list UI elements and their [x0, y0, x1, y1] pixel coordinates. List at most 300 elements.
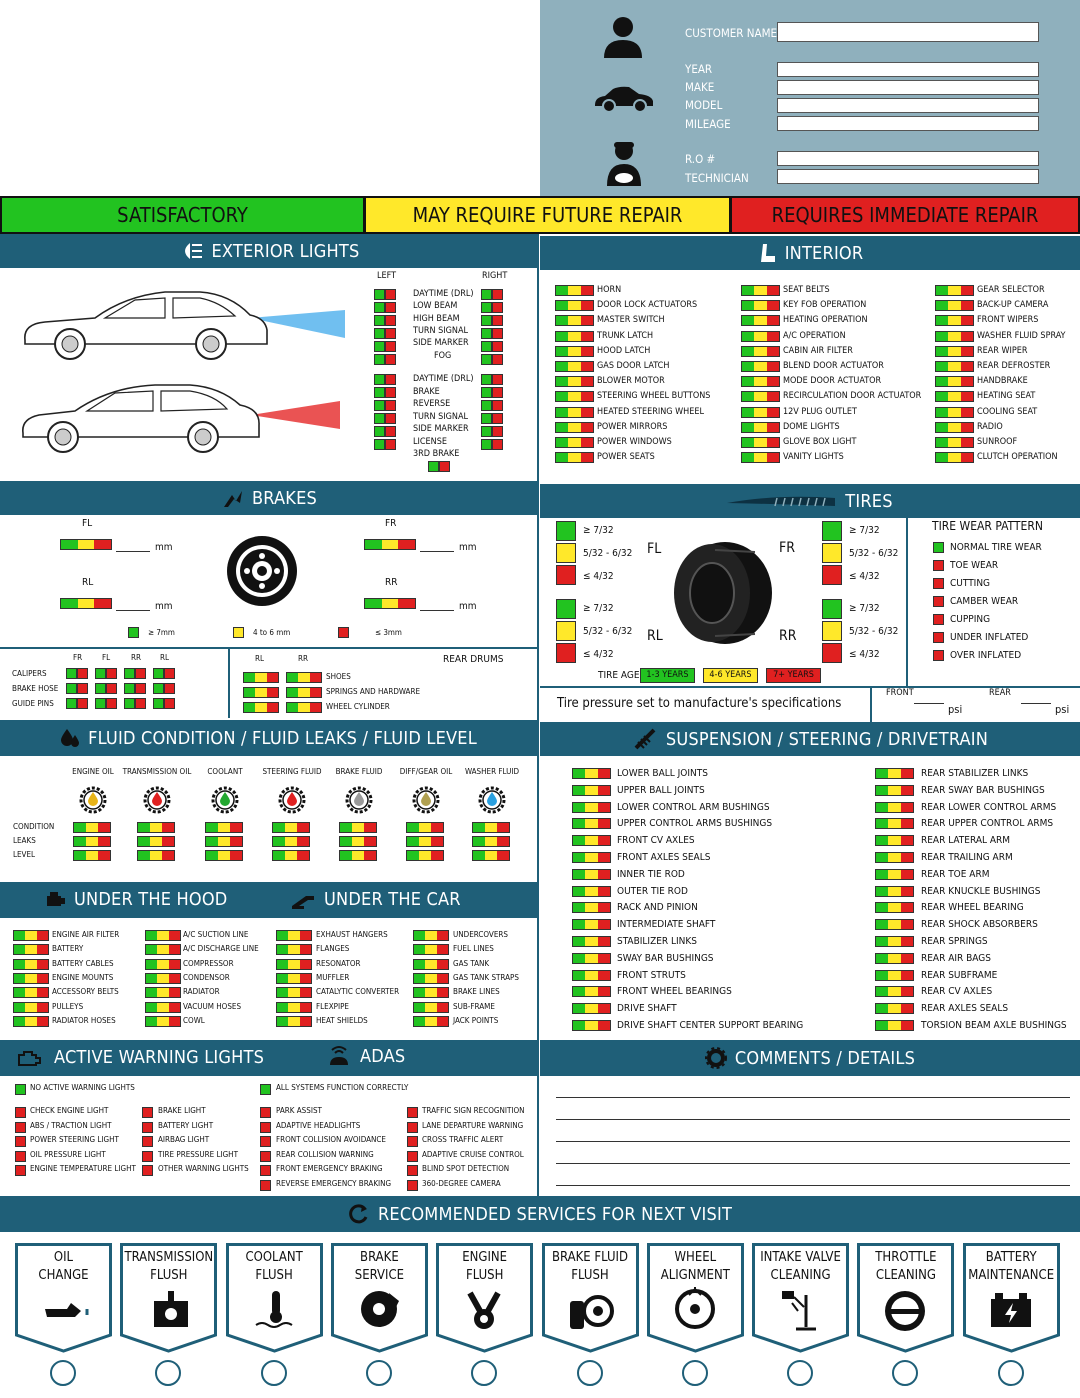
- interior-item-label: HOOD LATCH: [597, 345, 651, 356]
- adas-title: ADAS: [360, 1045, 406, 1067]
- adas-ok-checkbox[interactable]: [260, 1084, 271, 1095]
- seat-icon: [757, 242, 777, 264]
- adas-icon: [326, 1045, 352, 1067]
- interior-rating[interactable]: [555, 452, 594, 463]
- service-title: [963, 1249, 1060, 1285]
- interior-rating[interactable]: [555, 376, 594, 387]
- fluid-drop-icon: [278, 786, 306, 814]
- tire-rl-yellow-box[interactable]: [556, 621, 576, 641]
- fluid-drop-icon: [79, 786, 107, 814]
- legend-green-label: ≥ 7mm: [148, 628, 175, 637]
- suspension-rating[interactable]: [875, 802, 914, 813]
- interior-rating[interactable]: [935, 376, 974, 387]
- hood-rating[interactable]: [13, 1016, 49, 1027]
- legend-red[interactable]: [338, 627, 349, 638]
- interior-rating[interactable]: [741, 346, 780, 357]
- comment-line-5[interactable]: [556, 1185, 1070, 1186]
- interior-rating[interactable]: [555, 346, 594, 357]
- service-card[interactable]: [436, 1243, 533, 1353]
- ro-field[interactable]: [777, 151, 1039, 166]
- interior-rating[interactable]: [935, 300, 974, 311]
- interior-rating[interactable]: [935, 407, 974, 418]
- make-field[interactable]: [777, 80, 1039, 95]
- brake-item-check[interactable]: [153, 698, 175, 709]
- front-light-label: HIGH BEAM: [413, 313, 460, 324]
- tire-wear-pattern-title: TIRE WEAR PATTERN: [932, 519, 1043, 533]
- service-card[interactable]: [226, 1243, 323, 1353]
- car-rear-illustration: [15, 375, 350, 459]
- interior-rating[interactable]: [741, 331, 780, 342]
- tire-tread-red-label: ≤ 4/32: [583, 571, 614, 582]
- interior-rating[interactable]: [935, 422, 974, 433]
- fluid-rating[interactable]: [472, 850, 510, 861]
- warning-checkbox[interactable]: [15, 1165, 26, 1176]
- suspension-item-label: TORSION BEAM AXLE BUSHINGS: [921, 1020, 1067, 1031]
- interior-item-label: RADIO: [977, 421, 1003, 432]
- fluid-rating[interactable]: [73, 822, 111, 833]
- model-field[interactable]: [777, 98, 1039, 113]
- suspension-rating[interactable]: [875, 886, 914, 897]
- mileage-label: MILEAGE: [685, 117, 731, 131]
- technician-label: TECHNICIAN: [685, 171, 749, 185]
- service-select-circle[interactable]: [787, 1360, 813, 1386]
- service-card[interactable]: [120, 1243, 217, 1353]
- tire-fl-position: FL: [647, 541, 662, 557]
- front-psi-label: FRONT: [886, 688, 914, 698]
- suspension-item-label: REAR SWAY BAR BUSHINGS: [921, 784, 1045, 796]
- brake-item-check[interactable]: [124, 698, 146, 709]
- car-rating[interactable]: [413, 1016, 449, 1027]
- brake-rl-rating[interactable]: [60, 598, 112, 609]
- fluid-rating[interactable]: [339, 850, 377, 861]
- service-title-line1: BATTERY: [985, 1250, 1037, 1265]
- suspension-rating[interactable]: [875, 986, 914, 997]
- interior-rating[interactable]: [935, 437, 974, 448]
- fluid-rating[interactable]: [406, 850, 444, 861]
- suspension-item-label: LOWER CONTROL ARM BUSHINGS: [617, 801, 770, 813]
- brake-fr-label: FR: [385, 518, 397, 529]
- fluid-rating[interactable]: [205, 850, 243, 861]
- drum-rating-rr[interactable]: [286, 672, 322, 683]
- warning-checkbox[interactable]: [15, 1136, 26, 1147]
- service-select-circle[interactable]: [471, 1360, 497, 1386]
- warning-checkbox[interactable]: [15, 1151, 26, 1162]
- adas-checkbox[interactable]: [407, 1180, 418, 1191]
- year-field[interactable]: [777, 62, 1039, 77]
- fluid-rating[interactable]: [406, 822, 444, 833]
- suspension-rating[interactable]: [875, 953, 914, 964]
- brake-item-check[interactable]: [95, 698, 117, 709]
- fluid-rating[interactable]: [339, 836, 377, 847]
- wear-pattern-label: NORMAL TIRE WEAR: [950, 542, 1042, 553]
- brake-rl-label: RL: [82, 577, 94, 588]
- third-brake-checks[interactable]: [428, 461, 450, 472]
- fluid-name-label: WASHER FLUID: [464, 767, 520, 776]
- suspension-rating[interactable]: [572, 886, 611, 897]
- brakes-divider: [0, 647, 537, 649]
- wear-pattern-checkbox[interactable]: [933, 542, 944, 553]
- fluid-rating[interactable]: [137, 822, 175, 833]
- interior-rating[interactable]: [555, 361, 594, 372]
- tire-rr-red-box[interactable]: [822, 643, 842, 663]
- suspension-rating[interactable]: [572, 852, 611, 863]
- fluid-rating[interactable]: [205, 836, 243, 847]
- suspension-rating[interactable]: [572, 919, 611, 930]
- hood-rating[interactable]: [145, 959, 181, 970]
- section-header-brakes: [0, 481, 537, 515]
- service-card[interactable]: [963, 1243, 1060, 1353]
- warning-label: OIL PRESSURE LIGHT: [30, 1149, 106, 1159]
- suspension-rating[interactable]: [572, 835, 611, 846]
- interior-rating[interactable]: [741, 315, 780, 326]
- car-rating[interactable]: [413, 944, 449, 955]
- hood-rating[interactable]: [13, 944, 49, 955]
- adas-checkbox[interactable]: [260, 1107, 271, 1118]
- car-rating[interactable]: [413, 973, 449, 984]
- service-card[interactable]: [542, 1243, 639, 1353]
- legend-yellow[interactable]: [233, 627, 244, 638]
- fluid-rating[interactable]: [272, 836, 310, 847]
- brake-rotor-icon: [225, 534, 299, 612]
- interior-rating[interactable]: [741, 437, 780, 448]
- fluid-rating[interactable]: [73, 836, 111, 847]
- comment-line-2[interactable]: [556, 1119, 1070, 1120]
- suspension-item-label: REAR STABILIZER LINKS: [921, 768, 1029, 779]
- service-card[interactable]: [15, 1243, 112, 1353]
- service-select-circle[interactable]: [155, 1360, 181, 1386]
- brake-item-check[interactable]: [95, 668, 117, 679]
- car-rating[interactable]: [276, 1002, 312, 1013]
- brake-item-check[interactable]: [66, 698, 88, 709]
- tire-age-age2[interactable]: 4-6 YEARS: [703, 668, 758, 683]
- no-warning-checkbox[interactable]: [15, 1084, 26, 1095]
- adas-checkbox[interactable]: [407, 1136, 418, 1147]
- wear-pattern-checkbox[interactable]: [933, 632, 944, 643]
- interior-rating[interactable]: [741, 391, 780, 402]
- tire-rl-green-box[interactable]: [556, 599, 576, 619]
- suspension-rating[interactable]: [572, 768, 611, 779]
- tire-fr-red-box[interactable]: [822, 565, 842, 585]
- interior-item-label: VANITY LIGHTS: [783, 452, 844, 463]
- brake-fl-rating[interactable]: [60, 539, 112, 550]
- wear-pattern-checkbox[interactable]: [933, 578, 944, 589]
- fluid-row-label: CONDITION: [13, 822, 55, 831]
- comment-line-4[interactable]: [556, 1163, 1070, 1164]
- hood-rating[interactable]: [145, 930, 181, 941]
- legend-immediate-repair: REQUIRES IMMEDIATE REPAIR: [732, 198, 1078, 232]
- hood-rating[interactable]: [145, 944, 181, 955]
- fluid-rating[interactable]: [137, 850, 175, 861]
- suspension-rating[interactable]: [572, 936, 611, 947]
- section-header-exterior: [0, 234, 537, 268]
- service-card[interactable]: [857, 1243, 954, 1353]
- interior-rating[interactable]: [935, 315, 974, 326]
- interior-rating[interactable]: [741, 361, 780, 372]
- suspension-item-label: STABILIZER LINKS: [617, 936, 698, 947]
- wear-pattern-checkbox[interactable]: [933, 614, 944, 625]
- tire-rr-yellow-box[interactable]: [822, 621, 842, 641]
- suspension-rating[interactable]: [572, 1020, 611, 1031]
- fluid-rating[interactable]: [272, 822, 310, 833]
- wear-pattern-label: CUTTING: [950, 578, 991, 589]
- interior-item-label: SEAT BELTS: [783, 285, 830, 295]
- fluid-rating[interactable]: [472, 822, 510, 833]
- brake-fl-mm-field[interactable]: [116, 551, 150, 552]
- interior-rating[interactable]: [555, 331, 594, 342]
- interior-item-label: STEERING WHEEL BUTTONS: [597, 391, 711, 402]
- warning-checkbox[interactable]: [142, 1165, 153, 1176]
- brake-item-check[interactable]: [66, 683, 88, 694]
- suspension-rating[interactable]: [875, 835, 914, 846]
- suspension-item-label: REAR AXLES SEALS: [921, 1003, 1009, 1015]
- car-rating[interactable]: [276, 987, 312, 998]
- service-card[interactable]: [752, 1243, 849, 1353]
- comment-line-1[interactable]: [556, 1097, 1070, 1098]
- suspension-rating[interactable]: [572, 1003, 611, 1014]
- tire-age-age1[interactable]: 1-3 YEARS: [640, 668, 695, 683]
- interior-rating[interactable]: [935, 391, 974, 402]
- fluid-rating[interactable]: [205, 822, 243, 833]
- suspension-rating[interactable]: [875, 936, 914, 947]
- interior-item-label: MODE DOOR ACTUATOR: [783, 376, 882, 387]
- section-title: SUSPENSION / STEERING / DRIVETRAIN: [665, 728, 989, 750]
- drum-rating-rr[interactable]: [286, 702, 322, 713]
- service-select-circle[interactable]: [366, 1360, 392, 1386]
- fluid-rating[interactable]: [339, 822, 377, 833]
- adas-checkbox[interactable]: [260, 1180, 271, 1191]
- hood-rating[interactable]: [13, 987, 49, 998]
- brake-item-check[interactable]: [66, 668, 88, 679]
- car-rating[interactable]: [413, 959, 449, 970]
- brake-rl-mm-field[interactable]: [116, 610, 150, 611]
- technician-field[interactable]: [777, 169, 1039, 184]
- brake-rr-rating[interactable]: [364, 598, 416, 609]
- hood-rating[interactable]: [13, 973, 49, 984]
- suspension-rating[interactable]: [875, 970, 914, 981]
- car-item-label: RESONATOR: [316, 958, 361, 968]
- tire-fl-yellow-box[interactable]: [556, 543, 576, 563]
- right-front-light-checks[interactable]: [481, 289, 503, 365]
- wear-pattern-checkbox[interactable]: [933, 650, 944, 661]
- interior-rating[interactable]: [555, 422, 594, 433]
- fluid-name-label: ENGINE OIL: [72, 767, 114, 776]
- interior-item-label: KEY FOB OPERATION: [783, 300, 867, 311]
- interior-rating[interactable]: [555, 437, 594, 448]
- tire-rl-red-box[interactable]: [556, 643, 576, 663]
- hood-rating[interactable]: [13, 930, 49, 941]
- adas-checkbox[interactable]: [260, 1122, 271, 1133]
- interior-rating[interactable]: [741, 300, 780, 311]
- car-rating[interactable]: [413, 987, 449, 998]
- service-select-circle[interactable]: [261, 1360, 287, 1386]
- tire-rl-position: RL: [647, 628, 663, 644]
- interior-item-label: GEAR SELECTOR: [977, 285, 1045, 295]
- fluid-rating[interactable]: [406, 836, 444, 847]
- adas-checkbox[interactable]: [260, 1136, 271, 1147]
- service-title-line1: THROTTLE: [875, 1250, 937, 1265]
- fluid-rating[interactable]: [137, 836, 175, 847]
- suspension-rating[interactable]: [875, 852, 914, 863]
- warning-label: ABS / TRACTION LIGHT: [30, 1120, 112, 1130]
- drum-rating-rl[interactable]: [243, 687, 279, 698]
- mileage-field[interactable]: [777, 116, 1039, 131]
- warning-checkbox[interactable]: [142, 1107, 153, 1118]
- brake-item-check[interactable]: [124, 668, 146, 679]
- left-front-light-checks[interactable]: [374, 289, 396, 365]
- brake-rr-mm-field[interactable]: [420, 610, 454, 611]
- car-rating[interactable]: [276, 930, 312, 941]
- suspension-rating[interactable]: [572, 869, 611, 880]
- suspension-item-label: REAR AIR BAGS: [921, 952, 991, 964]
- service-select-circle[interactable]: [50, 1360, 76, 1386]
- brake-item-check[interactable]: [153, 668, 175, 679]
- suspension-rating[interactable]: [572, 818, 611, 829]
- adas-checkbox[interactable]: [260, 1165, 271, 1176]
- brake-item-check[interactable]: [95, 683, 117, 694]
- interior-rating[interactable]: [555, 407, 594, 418]
- suspension-rating[interactable]: [875, 768, 914, 779]
- brake-disc-icon: [353, 1287, 405, 1333]
- service-title-line2: FLUSH: [255, 1268, 293, 1283]
- suspension-rating[interactable]: [572, 785, 611, 796]
- brake-item-check[interactable]: [124, 683, 146, 694]
- right-rear-light-checks[interactable]: [481, 374, 503, 450]
- hood-rating[interactable]: [13, 1002, 49, 1013]
- warning-checkbox[interactable]: [15, 1107, 26, 1118]
- service-select-circle[interactable]: [577, 1360, 603, 1386]
- tire-age-age3[interactable]: 7+ YEARS: [766, 668, 821, 683]
- interior-rating[interactable]: [935, 331, 974, 342]
- service-title-line2: CLEANING: [875, 1268, 936, 1283]
- suspension-rating[interactable]: [875, 919, 914, 930]
- tire-fr-green-box[interactable]: [822, 521, 842, 541]
- car-icon: [593, 85, 655, 117]
- interior-rating[interactable]: [741, 285, 780, 296]
- warning-checkbox[interactable]: [15, 1122, 26, 1133]
- tire-fl-green-box[interactable]: [556, 521, 576, 541]
- interior-rating[interactable]: [741, 376, 780, 387]
- car-item-label: UNDERCOVERS: [453, 930, 508, 939]
- front-psi-field[interactable]: [914, 703, 944, 704]
- suspension-rating[interactable]: [572, 970, 611, 981]
- fluid-drop-icon: [143, 786, 171, 814]
- warning-checkbox[interactable]: [142, 1136, 153, 1147]
- interior-item-label: HANDBRAKE: [977, 376, 1028, 387]
- adas-checkbox[interactable]: [407, 1151, 418, 1162]
- interior-item-label: TRUNK LATCH: [597, 330, 654, 341]
- rear-drums-title: REAR DRUMS: [443, 654, 504, 665]
- mm-unit: mm: [155, 601, 173, 612]
- left-rear-light-checks[interactable]: [374, 374, 396, 450]
- hood-rating[interactable]: [13, 959, 49, 970]
- suspension-rating[interactable]: [875, 869, 914, 880]
- brake-fr-rating[interactable]: [364, 539, 416, 550]
- tire-fr-yellow-box[interactable]: [822, 543, 842, 563]
- suspension-item-label: REAR LOWER CONTROL ARMS: [921, 801, 1057, 813]
- wear-pattern-checkbox[interactable]: [933, 596, 944, 607]
- car-rating[interactable]: [276, 973, 312, 984]
- interior-rating[interactable]: [935, 285, 974, 296]
- car-rating[interactable]: [413, 930, 449, 941]
- suspension-rating[interactable]: [572, 902, 611, 913]
- interior-rating[interactable]: [555, 391, 594, 402]
- car-rating[interactable]: [276, 959, 312, 970]
- legend-green[interactable]: [128, 627, 139, 638]
- suspension-rating[interactable]: [572, 802, 611, 813]
- brake-item-check[interactable]: [153, 683, 175, 694]
- rear-psi-field[interactable]: [1021, 703, 1051, 704]
- service-select-circle[interactable]: [892, 1360, 918, 1386]
- suspension-rating[interactable]: [572, 986, 611, 997]
- suspension-rating[interactable]: [875, 1020, 914, 1031]
- suspension-rating[interactable]: [875, 818, 914, 829]
- hood-rating[interactable]: [145, 973, 181, 984]
- interior-rating[interactable]: [935, 346, 974, 357]
- car-item-label: GAS TANK STRAPS: [453, 972, 519, 982]
- drum-rating-rr[interactable]: [286, 687, 322, 698]
- wear-pattern-checkbox[interactable]: [933, 560, 944, 571]
- brake-col-label: FL: [102, 653, 111, 662]
- suspension-rating[interactable]: [875, 785, 914, 796]
- brake-fr-mm-field[interactable]: [420, 551, 454, 552]
- drum-rating-rl[interactable]: [243, 672, 279, 683]
- interior-rating[interactable]: [555, 315, 594, 326]
- interior-rating[interactable]: [741, 452, 780, 463]
- suspension-rating[interactable]: [572, 953, 611, 964]
- fluid-rating[interactable]: [272, 850, 310, 861]
- car-rating[interactable]: [276, 1016, 312, 1027]
- adas-label: TRAFFIC SIGN RECOGNITION: [422, 1106, 525, 1115]
- adas-checkbox[interactable]: [407, 1107, 418, 1118]
- interior-rating[interactable]: [935, 452, 974, 463]
- service-select-circle[interactable]: [998, 1360, 1024, 1386]
- warning-checkbox[interactable]: [142, 1122, 153, 1133]
- service-select-circle[interactable]: [682, 1360, 708, 1386]
- fluid-name-label: TRANSMISSION OIL: [122, 767, 192, 776]
- hood-item-label: ACCESSORY BELTS: [52, 987, 119, 997]
- adas-checkbox[interactable]: [407, 1122, 418, 1133]
- tire-rr-green-box[interactable]: [822, 599, 842, 619]
- coolant-thermometer-icon: [248, 1287, 300, 1333]
- hood-rating[interactable]: [145, 987, 181, 998]
- suspension-item-label: DRIVE SHAFT CENTER SUPPORT BEARING: [617, 1020, 804, 1031]
- hood-rating[interactable]: [145, 1002, 181, 1013]
- car-item-label: EXHAUST HANGERS: [316, 930, 388, 939]
- customer-name-field[interactable]: [777, 22, 1039, 42]
- interior-rating[interactable]: [555, 285, 594, 296]
- hood-rating[interactable]: [145, 1016, 181, 1027]
- fluid-rating[interactable]: [73, 850, 111, 861]
- warning-checkbox[interactable]: [142, 1151, 153, 1162]
- interior-rating[interactable]: [741, 407, 780, 418]
- tire-fl-red-box[interactable]: [556, 565, 576, 585]
- suspension-rating[interactable]: [875, 902, 914, 913]
- service-card[interactable]: [647, 1243, 744, 1353]
- drum-rating-rl[interactable]: [243, 702, 279, 713]
- interior-rating[interactable]: [935, 361, 974, 372]
- adas-checkbox[interactable]: [407, 1165, 418, 1176]
- comment-line-3[interactable]: [556, 1141, 1070, 1142]
- fluid-rating[interactable]: [472, 836, 510, 847]
- interior-rating[interactable]: [741, 422, 780, 433]
- interior-rating[interactable]: [555, 300, 594, 311]
- gear-icon: [705, 1047, 727, 1069]
- adas-checkbox[interactable]: [260, 1151, 271, 1162]
- car-rating[interactable]: [276, 944, 312, 955]
- suspension-rating[interactable]: [875, 1003, 914, 1014]
- car-rating[interactable]: [413, 1002, 449, 1013]
- service-card[interactable]: [331, 1243, 428, 1353]
